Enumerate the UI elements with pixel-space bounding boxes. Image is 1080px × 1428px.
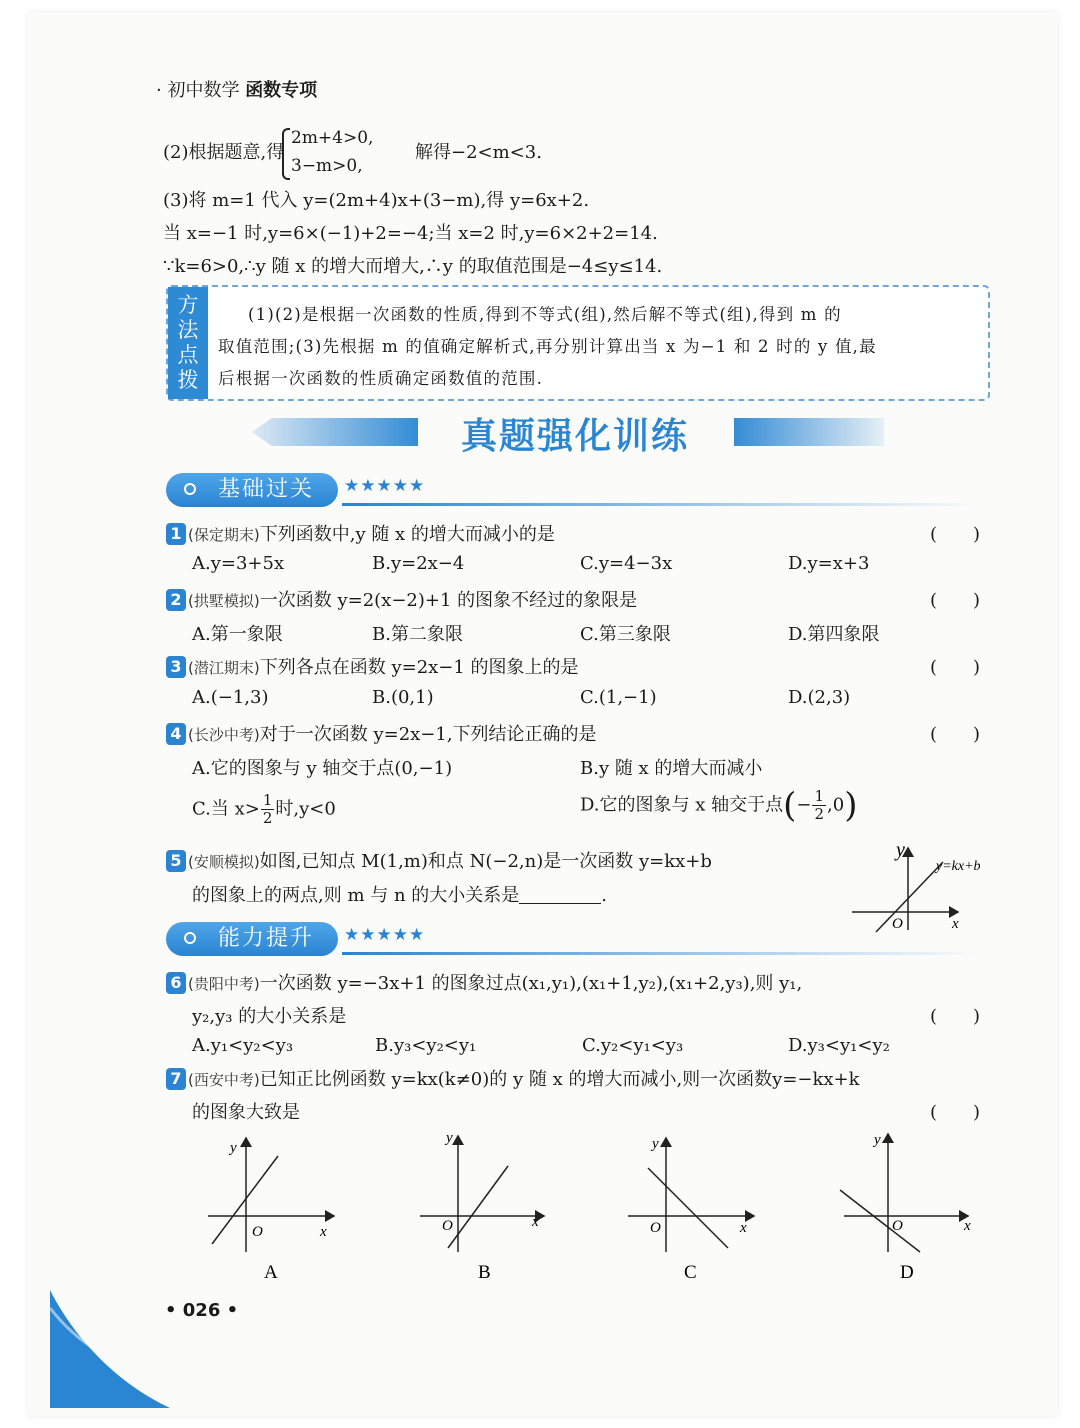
option-b: B.y=2x−4 <box>372 553 465 574</box>
graph-b <box>410 1128 560 1284</box>
function-line <box>840 1190 920 1252</box>
answer-paren: ( ) <box>930 524 981 545</box>
brace-mark <box>282 128 290 180</box>
header-subject: 函数专项 <box>245 80 318 101</box>
tip-char: 拨 <box>177 368 199 392</box>
numerator: 1 <box>262 791 273 809</box>
question-stem: 下列函数中,y 随 x 的增大而减小的是 <box>259 524 555 545</box>
graph-label: A <box>264 1262 278 1283</box>
answer-paren: ( ) <box>930 1006 981 1027</box>
question-stem: 下列各点在函数 y=2x−1 的图象上的是 <box>259 657 579 678</box>
origin-label: O <box>442 1218 453 1234</box>
minus-sign: − <box>796 794 812 816</box>
section-advanced <box>166 922 996 956</box>
paren-right: ) <box>844 785 858 826</box>
part2-suffix: 解得−2<m<3. <box>415 142 542 163</box>
method-tip-text <box>218 299 982 395</box>
question-source: (贵阳中考) <box>188 975 260 993</box>
question-number: 4 <box>166 723 186 745</box>
question-number: 6 <box>166 972 186 994</box>
function-line <box>648 1168 728 1248</box>
circle-icon <box>184 483 196 495</box>
inequality-2: 3−m>0, <box>291 156 363 176</box>
tip-char: 点 <box>177 343 199 367</box>
denominator: 2 <box>262 809 273 827</box>
question-5-line2 <box>192 881 607 907</box>
question-6 <box>166 969 802 995</box>
header-prefix: · 初中数学 <box>156 80 240 101</box>
fraction <box>261 792 275 827</box>
question-number: 5 <box>166 850 186 872</box>
answer-paren: ( ) <box>930 724 981 745</box>
question-number: 1 <box>166 523 186 545</box>
option-b: B.(0,1) <box>372 687 434 708</box>
option-c-post: 时,y<0 <box>275 798 336 820</box>
fraction <box>812 788 826 823</box>
question-source: (保定期末) <box>188 526 260 544</box>
q5-graph <box>848 842 998 934</box>
question-stem-1: 已知正比例函数 y=kx(k≠0)的 y 随 x 的增大而减小,则一次函数y=−kx+k <box>259 1069 860 1090</box>
tip-line-3: 后根据一次函数的性质确定函数值的范围. <box>218 369 544 388</box>
section-label: 基础过关 <box>218 477 315 502</box>
y-label: y <box>874 1132 881 1148</box>
section-pill <box>166 473 338 507</box>
question-5 <box>166 847 712 873</box>
inequality-1: 2m+4>0, <box>291 128 374 148</box>
tip-line-1: (1)(2)是根据一次函数的性质,得到不等式(组),然后解不等式(组),得到 m 的 <box>248 305 842 324</box>
answer-paren: ( ) <box>930 1102 981 1123</box>
graph-label: C <box>684 1262 697 1283</box>
question-2 <box>166 586 637 612</box>
page-number: • 026 • <box>165 1300 239 1321</box>
option-b: B.y₃<y₂<y₁ <box>375 1035 477 1056</box>
method-tip-box <box>166 285 990 401</box>
option-d: D.y₃<y₁<y₂ <box>788 1035 890 1056</box>
option-d-pre: D.它的图象与 x 轴交于点 <box>580 794 784 816</box>
function-line <box>448 1166 508 1248</box>
graph-c <box>620 1128 770 1284</box>
answer-blank[interactable] <box>519 885 601 904</box>
x-label: x <box>532 1214 539 1230</box>
graph-label: D <box>900 1262 914 1283</box>
question-stem: 对于一次函数 y=2x−1,下列结论正确的是 <box>259 724 597 745</box>
graph-d <box>834 1128 984 1284</box>
stem-end: . <box>601 885 608 906</box>
question-stem-2: y₂,y₃ 的大小关系是 <box>192 1006 347 1027</box>
x-label: x <box>320 1224 327 1240</box>
corner-decoration <box>50 1290 180 1416</box>
question-source: (长沙中考) <box>188 726 260 744</box>
question-source: (拱墅模拟) <box>188 592 260 610</box>
question-source: (潜江期末) <box>188 659 260 677</box>
x-label: x <box>740 1220 747 1236</box>
question-stem: 一次函数 y=2(x−2)+1 的图象不经过的象限是 <box>259 590 638 611</box>
function-line <box>212 1156 278 1244</box>
origin-label: O <box>892 916 903 932</box>
tip-char: 方 <box>177 293 199 317</box>
question-number: 3 <box>166 656 186 678</box>
solution-part3: (3)将 m=1 代入 y=(2m+4)x+(3−m),得 y=6x+2. <box>163 190 590 211</box>
question-stem-2: 的图象上的两点,则 m 与 n 的大小关系是 <box>192 885 520 906</box>
section-pill <box>166 922 338 956</box>
section-rule <box>342 503 982 506</box>
y-label: y <box>652 1136 659 1152</box>
question-7 <box>166 1065 860 1091</box>
x-label: x <box>952 916 959 932</box>
origin-label: O <box>892 1218 903 1234</box>
question-number: 2 <box>166 589 186 611</box>
question-number: 7 <box>166 1068 186 1090</box>
solution-line4: 当 x=−1 时,y=6×(−1)+2=−4;当 x=2 时,y=6×2+2=14. <box>163 223 658 244</box>
option-c: C.y₂<y₁<y₃ <box>582 1035 684 1056</box>
question-stem-1: 如图,已知点 M(1,m)和点 N(−2,n)是一次函数 y=kx+b <box>259 851 712 872</box>
origin-label: O <box>252 1224 263 1240</box>
option-d: D.(2,3) <box>788 687 851 708</box>
option-a: A.(−1,3) <box>192 687 269 708</box>
line-label: y=kx+b <box>936 859 981 874</box>
numerator: 1 <box>814 787 825 805</box>
page-header <box>156 76 317 102</box>
part2-prefix: (2)根据题意,得 <box>163 142 285 163</box>
option-d <box>580 785 858 826</box>
section-rule <box>342 952 982 955</box>
star-rating: ★★★★★ <box>344 476 426 496</box>
denominator: 2 <box>814 805 825 823</box>
paren-left: ( <box>783 785 797 826</box>
tip-line-2: 取值范围;(3)先根据 m 的值确定解析式,再分别计算出当 x 为−1 和 2 时的 y 值,最 <box>218 337 877 356</box>
banner-right-bar <box>734 414 889 450</box>
banner-title: 真题强化训练 <box>460 416 689 457</box>
y-label: y <box>446 1130 453 1146</box>
option-a: A.它的图象与 y 轴交于点(0,−1) <box>192 758 453 779</box>
y-label: y <box>230 1140 237 1156</box>
option-d-post: ,0 <box>827 794 845 816</box>
option-d: D.y=x+3 <box>788 553 870 574</box>
banner-left-arrow <box>252 414 422 450</box>
option-a: A.y=3+5x <box>192 553 285 574</box>
section-basic <box>166 473 996 507</box>
question-stem-2: 的图象大致是 <box>192 1102 300 1123</box>
tip-char: 法 <box>177 318 199 342</box>
option-c-pre: C.当 x> <box>192 798 260 820</box>
origin-label: O <box>650 1220 661 1236</box>
graph-label: B <box>478 1262 491 1283</box>
answer-paren: ( ) <box>930 590 981 611</box>
option-a: A.第一象限 <box>192 624 283 645</box>
y-label: y <box>896 842 905 861</box>
option-c: C.(1,−1) <box>580 687 657 708</box>
option-a: A.y₁<y₂<y₃ <box>192 1035 294 1056</box>
section-label: 能力提升 <box>218 926 315 951</box>
circle-icon <box>184 932 196 944</box>
option-d: D.第四象限 <box>788 624 880 645</box>
inequality-system <box>291 124 373 180</box>
method-tip-label <box>168 287 208 399</box>
question-source: (西安中考) <box>188 1071 260 1089</box>
star-rating: ★★★★★ <box>344 925 426 945</box>
question-4 <box>166 720 597 746</box>
question-stem-1: 一次函数 y=−3x+1 的图象过点(x₁,y₁),(x₁+1,y₂),(x₁+2,y₃),则 y₁, <box>259 973 803 994</box>
option-c: C.第三象限 <box>580 624 671 645</box>
question-3 <box>166 653 579 679</box>
option-b: B.第二象限 <box>372 624 463 645</box>
question-1 <box>166 520 555 546</box>
option-c: C.y=4−3x <box>580 553 673 574</box>
graph-a <box>200 1128 350 1284</box>
option-c <box>192 792 336 827</box>
option-b: B.y 随 x 的增大而减小 <box>580 758 763 779</box>
answer-paren: ( ) <box>930 657 981 678</box>
question-source: (安顺模拟) <box>188 853 260 871</box>
x-label: x <box>964 1218 971 1234</box>
solution-line5: ∵k=6>0,∴y 随 x 的增大而增大,∴y 的取值范围是−4≤y≤14. <box>163 256 663 277</box>
